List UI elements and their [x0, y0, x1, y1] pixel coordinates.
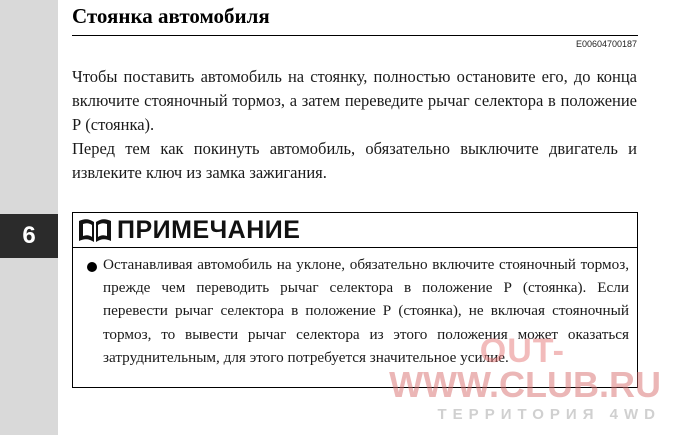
paragraph-leaving: Перед тем как покинуть автомобиль, обязательно выключите двигатель и извлеките ключ из замка зажигания. — [72, 139, 637, 182]
note-item-text: Останавливая автомобиль на уклоне, обязательно включите стояночный тормоз, прежде чем переводить рычаг селектора в положение Р (стоянка). Если перевести рычаг селектора в положение Р (стоянка), не включая стояночный тормоз, то вывести рычаг селектора из этого положения может оказаться затруднительным, для этого потребуется значительное усилие. — [103, 256, 629, 366]
paragraph-parking: Чтобы поставить автомобиль на стоянку, полностью остановите его, до конца включите стояночный тормоз, а затем переведите рычаг селектора в положение Р (стоянка). — [72, 67, 637, 134]
note-item — [73, 248, 637, 369]
watermark-line-1: OUT- — [479, 332, 565, 370]
note-box — [72, 212, 638, 388]
note-header — [73, 213, 637, 247]
watermark-line-2: WWW.CLUB.RU — [389, 364, 661, 405]
page-title: Стоянка автомобиля — [72, 4, 270, 28]
bullet-icon — [87, 262, 97, 272]
note-title: ПРИМЕЧАНИЕ — [117, 215, 301, 244]
document-code: E00604700187 — [575, 39, 637, 49]
chapter-tab: 6 — [0, 214, 58, 258]
title-divider — [72, 35, 638, 36]
open-book-icon — [77, 216, 113, 244]
watermark-line-3: ТЕРРИТОРИЯ 4WD — [437, 406, 661, 423]
